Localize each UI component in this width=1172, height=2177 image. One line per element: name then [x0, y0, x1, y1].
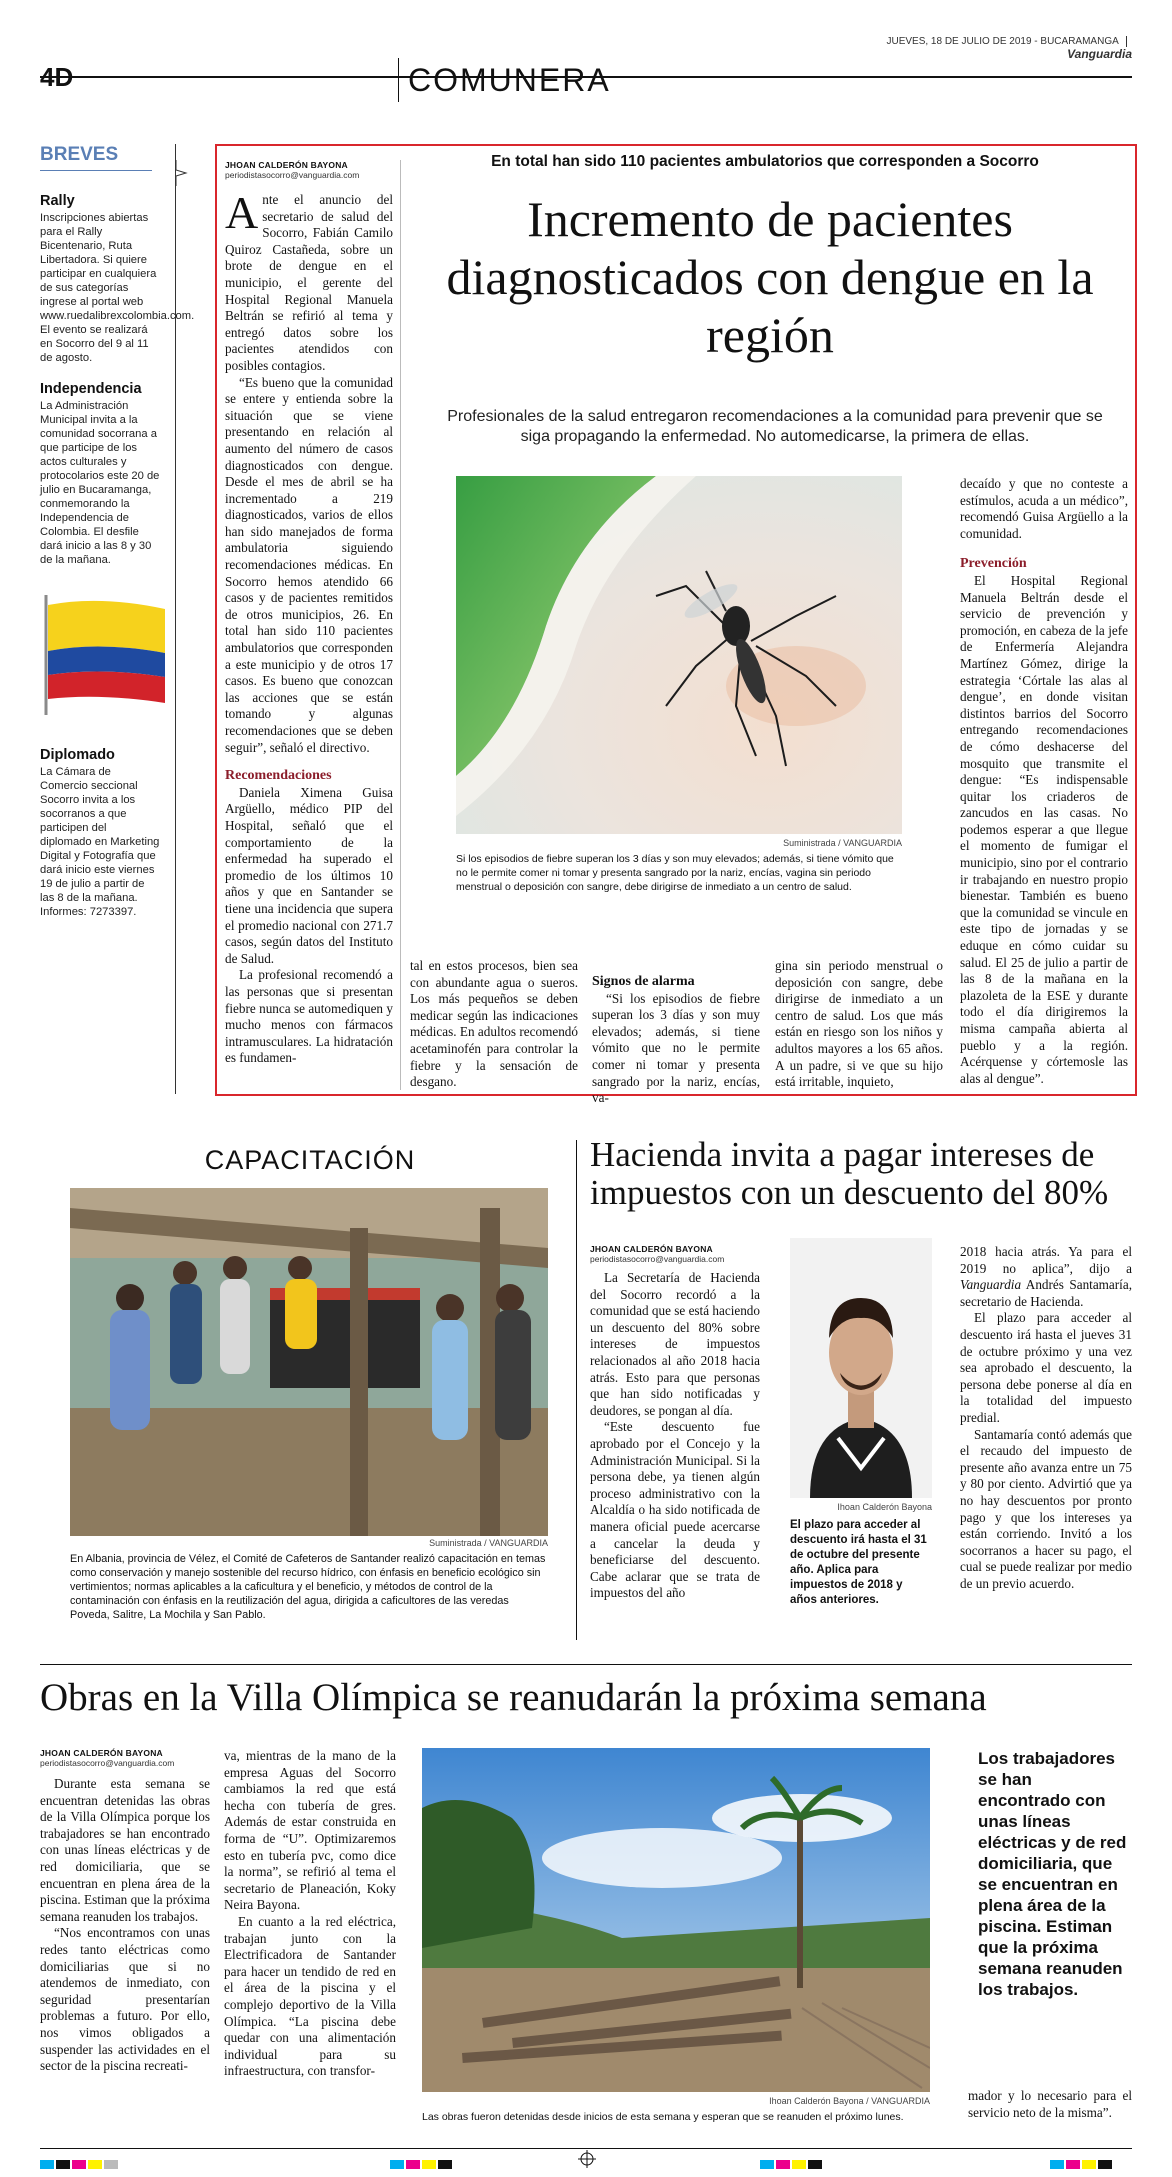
- dengue-column-1: [225, 187, 393, 1067]
- crosshair-icon: [578, 2150, 596, 2173]
- dengue-paragraph: El Hospital Regional Manuela Beltrán desde el servicio de prevención y promoción, en cabeza de la jefe de Enfermería Alejandra Martínez Gómez, dirige la estrategia ‘Córtale las alas al dengue’, en donde visitan distintos barrios del Socorro entregando recomendaciones de cómo deshacerse del mosquito que transmite el dengue: “Es indispensable quitar los criaderos de zancudos en las casas. No podemos esperar a que llegue el momento de fumigar el municipio, sino por el contrario ir trabajando en nuestro propio bienestar. También es bueno que la comunidad se vincule en este tipo de jornadas y se eduque en cómo cuidar su salud. El 25 de julio a partir de las 8 de la mañana en la plazoleta de la ESE y durante todo el día dirigiremos la misma campaña abierta al pueblo y a la región. Acérquense y córtemosle las alas al dengue”.: [960, 572, 1128, 1086]
- breves-item-title: Diplomado: [40, 747, 115, 763]
- dengue-deck: Profesionales de la salud entregaron recomendaciones a la comunidad para prevenir que se siga propagando la enfermedad. No automedicarse, la primera de ellas.: [447, 408, 1103, 445]
- obras-paragraph: va, mientras de la mano de la empresa Aguas del Socorro cambiamos la red que está hecha con tubería de gres. Además de estar construida en forma de “U”. Optimizaremos esto en tubería pvc, como dice la norma”, se refirió al tema el secretario de Planeación, Koky Neira Bayona.: [224, 1748, 396, 1913]
- dengue-column-3: [592, 974, 760, 1107]
- hacienda-headline: Hacienda invita a pagar intereses de impuestos con un descuento del 80%: [590, 1135, 1109, 1212]
- breves-item-text: La Cámara de Comercio seccional Socorro invita a los socorranos a que participen del diplomado en Marketing Digital y Fotografía que dará inicio este viernes 19 de julio a partir de las 8 de la mañana. Informes: 7273397.: [40, 766, 160, 918]
- hacienda-paragraph: El plazo para acceder al descuento irá hasta el jueves 31 de octubre próximo y una vez sea aprobado el descuento, la persona debe ponerse al día en la totalidad del impuesto predial.: [960, 1310, 1132, 1425]
- breves-item-text: La Administración Municipal invita a la comunidad socorrana a que participe de los actos culturales y protocolarios este 20 de julio en Bucaramanga, conmemorando la Independencia de Colombia. El desfile dará inicio a las 8 y 30 de la mañana.: [40, 400, 160, 566]
- dengue-kicker: En total han sido 110 pacientes ambulatorios que corresponden a Socorro: [491, 153, 1039, 170]
- header-dateline-block: [832, 36, 1132, 61]
- obras-paragraph: En cuanto a la red eléctrica, trabajan junto con la Electrificadora de Santander para hacer un tendido de red en el área de la piscina y el complejo deportivo de la Villa Olímpica. “La piscina debe quedar con una alimentación individual para su infraestructura, con transfor-: [224, 1913, 396, 2079]
- dengue-headline: Incremento de pacientes diagnosticados con dengue en la región: [446, 191, 1094, 363]
- subhead-prevencion: Prevención: [960, 556, 1027, 572]
- dengue-paragraph: “Es bueno que la comunidad se entere y entienda sobre la situación que se viene presentando en relación al aumento del número de casos diagnosticados con dengue. Desde el mes de abril se ha incrementado a 219 diagnosticados, varios de ellos han sido manejados de forma ambulatoria siguiendo recomendaciones médicas. En Socorro hemos atendido 66 casos y de pacientes remitidos de otros municipios, 26. En total han sido 110 pacientes ambulatorios que corresponden a este municipio y de otros 17 casos. Es bueno que conozcan las acciones que se están tomando y algunas recomendaciones que se deben seguir”, señaló el directivo.: [225, 374, 393, 755]
- mosquito-photo: [456, 476, 902, 834]
- hacienda-byline: [590, 1244, 770, 1264]
- dengue-column-5: [960, 476, 1128, 1087]
- header-separator: [1126, 36, 1127, 47]
- column-rule: [576, 1140, 577, 1640]
- dengue-photo-caption: Si los episodios de fiebre superan los 3 días y son muy elevados; además, si tiene vómito que no le permite comer ni tomar y presenta sangrado por la nariz, encías, vagina sin periodo menstrual o deposición con sangre, debe dirigirse de inmediato a un centro de salud.: [456, 853, 894, 893]
- byline-email: periodistasocorro@vanguardia.com: [40, 1758, 175, 1768]
- dengue-byline: [225, 160, 385, 180]
- obras-photo: [422, 1748, 930, 2092]
- registration-marks-center-right: [760, 2156, 824, 2174]
- breves-bracket-icon: [176, 160, 196, 191]
- breves-item-title: Independencia: [40, 381, 142, 397]
- dengue-paragraph: tal en estos procesos, bien sea con abundante agua o sueros. Los más pequeños se deben medicar según las indicaciones médicas. En adultos recomendó acetaminofén para controlar la fiebre y la sensación de desgano.: [410, 958, 578, 1090]
- brand-logo: Vanguardia: [1067, 47, 1132, 62]
- dengue-paragraph: decaído y que no conteste a estímulos, acuda a un médico”, recomendó Guisa Argüello a la comunidad.: [960, 476, 1128, 541]
- obras-headline: Obras en la Villa Olímpica se reanudarán la próxima semana: [40, 1676, 987, 1719]
- obras-column-2: [224, 1748, 396, 2080]
- section-rule: [40, 1664, 1132, 1665]
- dengue-photo-credit: Suministrada / VANGUARDIA: [783, 838, 902, 848]
- hacienda-portrait-photo: [790, 1238, 932, 1498]
- obras-paragraph: “Nos encontramos con unas redes tanto eléctricas como domiciliarias que si no atendemos de inmediato, con seguridad presentarían problemas a futuro. Por ello, nos vimos obligados a suspender las actividades en el sector de la piscina recreati-: [40, 1925, 210, 2074]
- obras-paragraph: mador y lo necesario para el servicio neto de la misma”.: [968, 2088, 1132, 2120]
- capacitacion-caption: En Albania, provincia de Vélez, el Comité de Cafeteros de Santander realizó capacitación en temas como conservación y manejo sostenible del recurso hídrico, con énfasis en beneficio ecológico sin vertimientos; normas aplicables a la caficultura y el beneficio, y métodos de control de la contaminación con énfasis en la reutilización del agua, dirigida a caficultores de las veredas Poveda, Salitre, La Mochila y San Pablo.: [70, 1553, 546, 1621]
- dengue-column-2: [410, 958, 578, 1091]
- hacienda-text-italic: Vanguardia: [960, 1277, 1022, 1293]
- obras-paragraph: Durante esta semana se encuentran detenidas las obras de la Villa Olímpica porque los trabajadores se han encontrado con unas líneas eléctricas y de red domiciliaria, que se encuentran en plena área de la piscina. Estiman que la próxima semana reanuden los trabajos.: [40, 1776, 210, 1924]
- dengue-column-4: [775, 958, 943, 1091]
- capacitacion-photo: [70, 1188, 548, 1536]
- registration-marks-right: [1050, 2156, 1114, 2174]
- dropcap: A: [225, 187, 259, 238]
- page-number: 4D: [40, 62, 74, 92]
- hacienda-text: Andrés Santamaría, secretario de Hacienda.: [960, 1277, 1132, 1309]
- hacienda-column-1: [590, 1270, 760, 1602]
- byline-name: JHOAN CALDERÓN BAYONA: [225, 160, 348, 170]
- subhead-signos: Signos de alarma: [592, 974, 695, 989]
- colombia-flag-image: [40, 595, 165, 715]
- breves-item: [40, 747, 160, 919]
- breves-item-text: Inscripciones abiertas para el Rally Bicentenario, Ruta Libertadora. Si quiere participar en cualquiera de sus categorías ingrese al portal web www.ruedalibrexcolombia.com. El evento se realizará en Socorro del 9 al 11 de agosto.: [40, 212, 195, 364]
- dengue-paragraph: gina sin periodo menstrual o deposición con sangre, debe dirigirse de inmediato a un centro de salud. Los que más están en riesgo son los niños y adultos mayores a los 65 años. A un padre, si ve que su hijo está irritable, inquieto,: [775, 958, 943, 1090]
- capacitacion-photo-credit: Suministrada / VANGUARDIA: [429, 1538, 548, 1548]
- breves-title: BREVES: [40, 144, 119, 165]
- hacienda-paragraph: “Este descuento fue aprobado por el Concejo y la Administración Municipal. Si la persona debe, ya tienen algún proceso administrativo con la Alcaldía o ha sido notificada de manera oficial puede acercarse a cancelar la deuda y beneficiarse del descuento. Cabe aclarar que se trata de impuestos del año: [590, 1419, 760, 1601]
- dengue-paragraph: nte el anuncio del secretario de salud del Socorro, Fabián Camilo Quiroz Castañeda, sobre un brote de dengue en el municipio, el gerente del Hospital Regional Manuela Beltrán se refirió al tema y entregó datos sobre los pacientes atendidos con posibles contagios.: [225, 192, 393, 373]
- section-divider: [398, 58, 399, 102]
- byline-email: periodistasocorro@vanguardia.com: [225, 170, 360, 180]
- hacienda-paragraph: Santamaría contó además que el recaudo del impuesto de presente año avanza entre un 75 y 80 por ciento. Advirtió que ya no hay descuentos por pronto pago y que los intereses ya están corriendo. Invitó a los socorranos a hacer su pago, el cual se puede realizar por medio de un previo acuerdo.: [960, 1426, 1132, 1591]
- registration-marks-left: [40, 2156, 120, 2174]
- obras-byline: [40, 1748, 220, 1768]
- footer-rule: [40, 2148, 1132, 2149]
- capacitacion-title: CAPACITACIÓN: [204, 1145, 416, 1175]
- obras-column-4: [968, 2088, 1132, 2121]
- section-title: COMUNERA: [408, 62, 611, 98]
- breves-item-title: Rally: [40, 193, 75, 209]
- obras-photo-credit: Ihoan Calderón Bayona / VANGUARDIA: [769, 2096, 930, 2106]
- obras-photo-caption: Las obras fueron detenidas desde inicios de esta semana y esperan que se reanuden el próximo lunes.: [422, 2111, 904, 2123]
- breves-column: [40, 144, 195, 1094]
- header-dateline: JUEVES, 18 DE JULIO DE 2019 - BUCARAMANGA: [886, 36, 1119, 48]
- byline-name: JHOAN CALDERÓN BAYONA: [40, 1748, 163, 1758]
- column-rule: [400, 160, 401, 1090]
- obras-column-1: [40, 1776, 210, 2075]
- breves-rule: [40, 170, 152, 171]
- hacienda-text: 2018 hacia atrás. Ya para el 2019 no aplica”, dijo a: [960, 1244, 1132, 1276]
- hacienda-photo-credit: Ihoan Calderón Bayona: [837, 1502, 932, 1512]
- byline-name: JHOAN CALDERÓN BAYONA: [590, 1244, 713, 1254]
- byline-email: periodistasocorro@vanguardia.com: [590, 1254, 725, 1264]
- dengue-paragraph: Daniela Ximena Guisa Argüello, médico PIP del Hospital, señaló que el comportamiento de la enfermedad ha superado el promedio de los últimos 10 años y que en Santander se tiene una incidencia que supera el promedio nacional con 271.7 casos, según datos del Instituto de Salud.: [225, 784, 393, 966]
- dengue-paragraph: La profesional recomendó a las personas que si presentan fiebre nunca se automediquen y mucho menos con fármacos intramusculares. La hidratación es fundamen-: [225, 967, 393, 1066]
- hacienda-column-3: [960, 1244, 1132, 1592]
- registration-marks-center-left: [390, 2156, 454, 2174]
- hacienda-paragraph: La Secretaría de Hacienda del Socorro recordó a la comunidad que se está haciendo un descuento del 80% sobre intereses de impuestos relacionados al año 2018 hacia atrás. Esto para que personas que han sido notificadas y deudores, se pongan al día.: [590, 1270, 760, 1418]
- subhead-recomendaciones: Recomendaciones: [225, 768, 332, 784]
- obras-pullquote: Los trabajadores se han encontrado con unas líneas eléctricas y de red domiciliaria, que se encuentran en plena área de la piscina. Estiman que la próxima semana reanuden los trabajos.: [978, 1749, 1127, 1999]
- breves-item: [40, 193, 195, 365]
- breves-item: [40, 381, 160, 567]
- dengue-paragraph: “Si los episodios de fiebre superan los 3 días y son muy elevados; además, si tiene vómito que no le permite comer ni tomar y presenta sangrado por la nariz, encías, va-: [592, 990, 760, 1106]
- hacienda-photo-caption: El plazo para acceder al descuento irá hasta el 31 de octubre del presente año. Aplica para impuestos de 2018 y años anteriores.: [790, 1519, 927, 1606]
